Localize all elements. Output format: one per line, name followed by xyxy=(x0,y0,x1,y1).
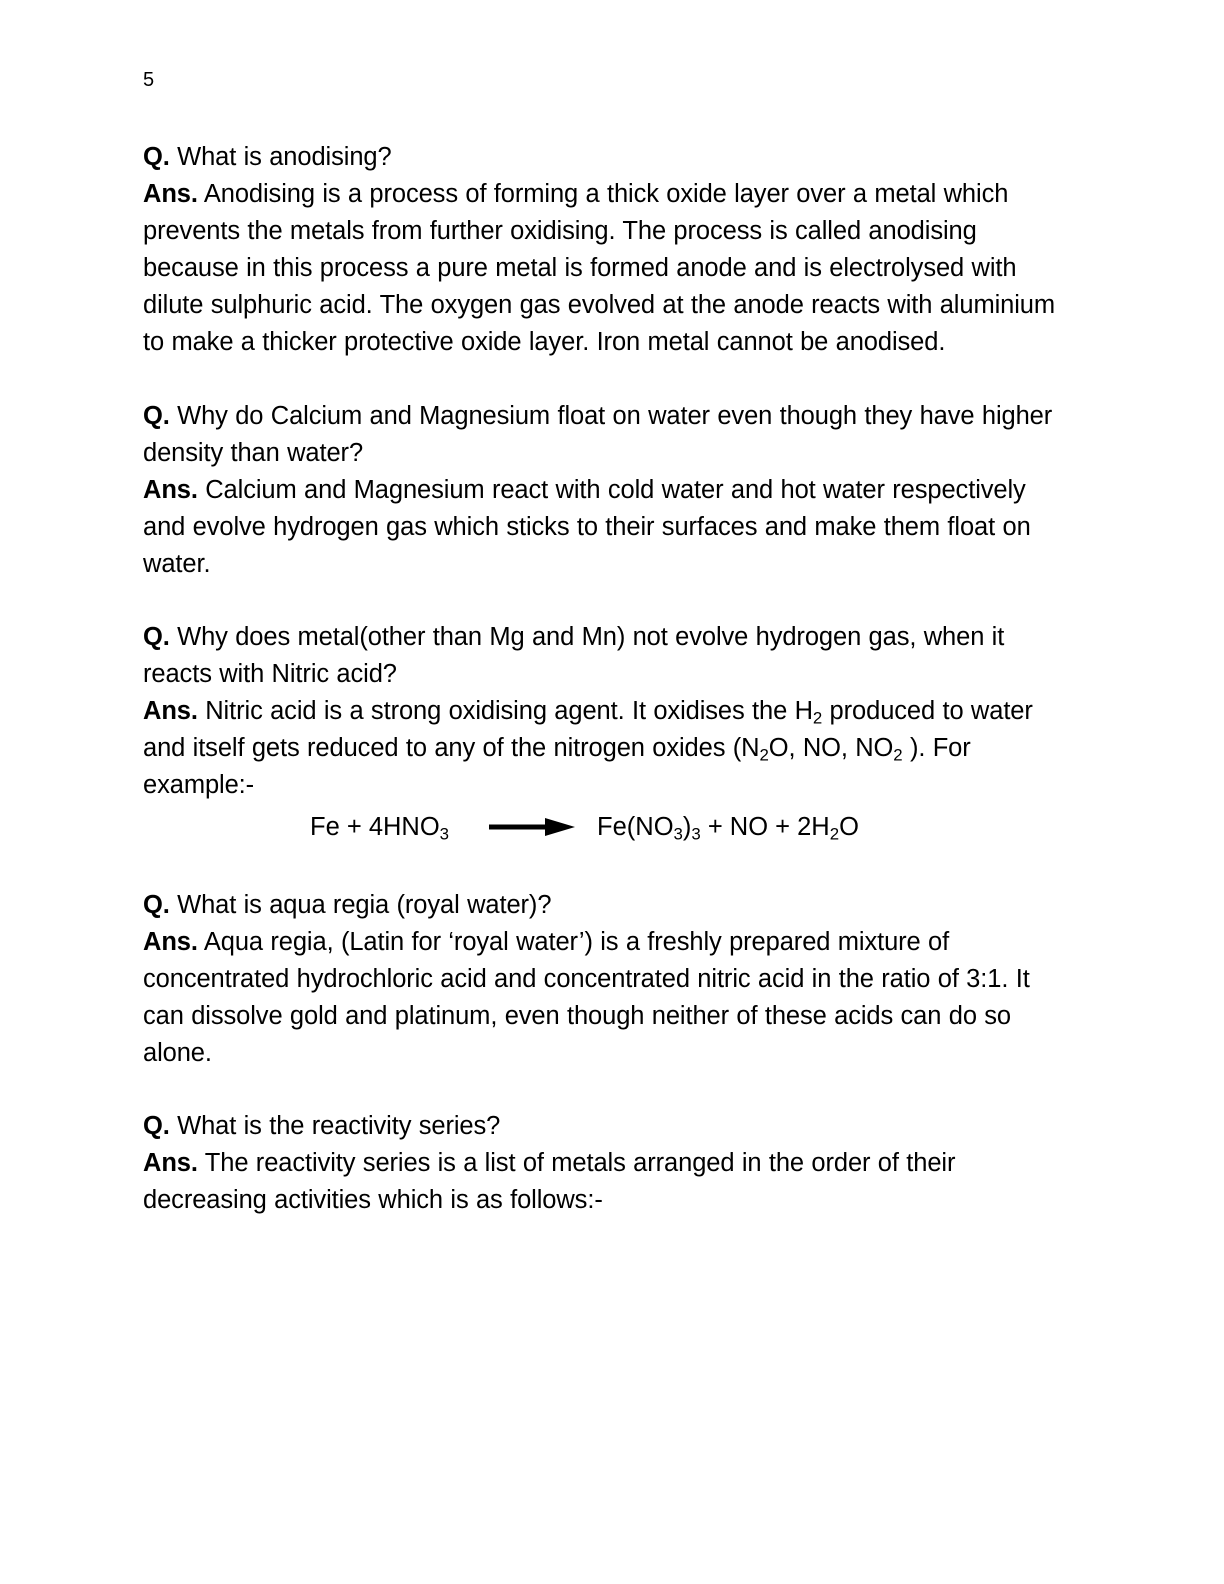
answer-label: Ans. xyxy=(143,927,198,956)
answer-label: Ans. xyxy=(143,1149,198,1177)
question-paragraph xyxy=(143,139,1071,176)
qa-block xyxy=(143,619,1071,850)
answer-label: Ans. xyxy=(143,180,198,208)
question-paragraph xyxy=(143,398,1071,472)
equation-reactants: $Fe + 4HNO_3$ xyxy=(310,813,450,844)
question-label: Q. xyxy=(143,623,170,651)
qa-block xyxy=(143,139,1071,361)
question-text: What is aqua regia (royal water)? xyxy=(169,890,552,919)
question-text: Why do Calcium and Magnesium float on water even though they have higher density than water? xyxy=(143,401,1053,467)
question-text: What is the reactivity series? xyxy=(169,1112,501,1140)
question-paragraph xyxy=(143,887,1071,924)
question-label: Q. xyxy=(143,401,170,430)
answer-paragraph xyxy=(143,924,1071,1072)
question-paragraph xyxy=(143,1108,1071,1145)
answer-paragraph xyxy=(143,693,1071,804)
question-label: Q. xyxy=(143,143,170,171)
answer-label: Ans. xyxy=(143,697,198,725)
qa-block xyxy=(143,1108,1071,1219)
question-label: Q. xyxy=(143,1112,170,1140)
question-label: Q. xyxy=(143,890,170,919)
answer-text: The reactivity series is a list of metals arranged in the order of their decreasing activities which is as follows:- xyxy=(143,1149,956,1214)
answer-text: Anodising is a process of forming a thick oxide layer over a metal which prevents the metals from further oxidising. The process is called anodising because in this process a pure metal is formed anode and is electrolysed with dilute sulphuric acid. The oxygen gas evolved at the anode reacts with aluminium to make a thicker protective oxide layer. Iron metal cannot be anodised. xyxy=(143,180,1056,356)
answer-label: Ans. xyxy=(143,475,198,504)
question-text: Why does metal(other than Mg and Mn) not evolve hydrogen gas, when it reacts with Nitric acid? xyxy=(143,623,1005,688)
document-body xyxy=(143,139,1071,1219)
answer-text: Nitric acid is a strong oxidising agent. It oxidises the $H_2$ produced to water and itself gets reduced to any of the nitrogen oxides ($N_2O$, NO, $NO_2$ ). For example:- xyxy=(143,697,1033,799)
chemical-equation xyxy=(143,804,1071,850)
answer-text: Calcium and Magnesium react with cold water and hot water respectively and evolve hydrogen gas which sticks to their surfaces and make them float on water. xyxy=(143,475,1031,578)
answer-paragraph xyxy=(143,472,1071,583)
qa-block xyxy=(143,887,1071,1072)
answer-text: Aqua regia, (Latin for ‘royal water’) is a freshly prepared mixture of concentrated hydrochloric acid and concentrated nitric acid in the ratio of 3:1. It can dissolve gold and platinum, even though neither of these acids can do so alone. xyxy=(143,927,1030,1067)
answer-paragraph xyxy=(143,176,1071,361)
right-arrow-icon xyxy=(489,817,575,837)
answer-paragraph xyxy=(143,1145,1071,1219)
page-number: 5 xyxy=(143,69,155,91)
question-paragraph xyxy=(143,619,1071,693)
equation-products: $Fe(NO_3)_3$ + NO + $2H_2O$ xyxy=(597,813,859,844)
question-text: What is anodising? xyxy=(169,143,392,171)
qa-block xyxy=(143,398,1071,583)
